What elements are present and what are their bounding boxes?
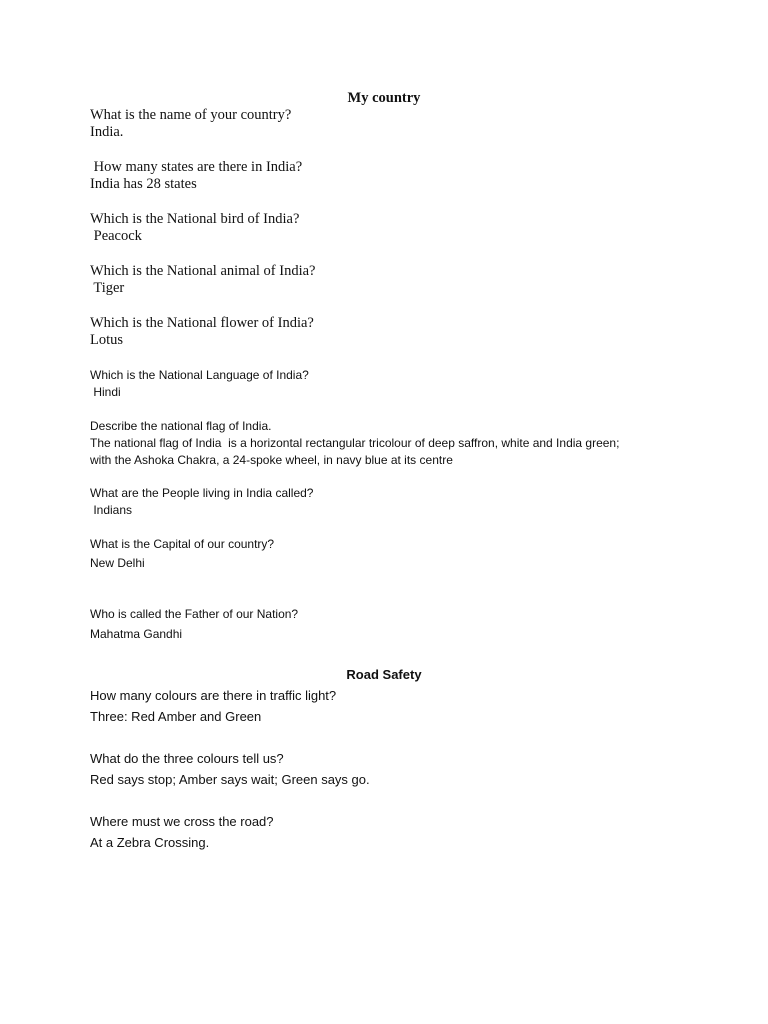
question-cross-road: Where must we cross the road? bbox=[90, 814, 274, 829]
question-national-language: Which is the National Language of India? bbox=[90, 368, 309, 382]
question-national-flag: Describe the national flag of India. bbox=[90, 419, 272, 433]
question-states: How many states are there in India? bbox=[90, 159, 303, 175]
answer-colours-meaning: Red says stop; Amber says wait; Green says go. bbox=[90, 772, 370, 787]
answer-father-of-nation: Mahatma Gandhi bbox=[90, 627, 183, 641]
question-traffic-light-colours: How many colours are there in traffic light? bbox=[90, 688, 337, 703]
answer-national-language: Hindi bbox=[90, 385, 121, 399]
answer-national-bird: Peacock bbox=[90, 228, 142, 244]
question-colours-meaning: What do the three colours tell us? bbox=[90, 751, 284, 766]
answer-national-flag-line1: The national flag of India is a horizontal rectangular tricolour of deep saffron, white and India green; bbox=[90, 436, 620, 450]
question-country-name: What is the name of your country? bbox=[90, 107, 292, 123]
question-national-animal: Which is the National animal of India? bbox=[90, 263, 316, 279]
answer-national-flower: Lotus bbox=[90, 332, 124, 348]
question-father-of-nation: Who is called the Father of our Nation? bbox=[90, 607, 299, 621]
answer-capital: New Delhi bbox=[90, 556, 145, 570]
section-title-road-safety: Road Safety bbox=[346, 667, 422, 682]
answer-traffic-light-colours: Three: Red Amber and Green bbox=[90, 709, 262, 724]
question-national-bird: Which is the National bird of India? bbox=[90, 211, 300, 227]
answer-country-name: India. bbox=[90, 124, 124, 140]
question-people-called: What are the People living in India called? bbox=[90, 486, 314, 500]
answer-people-called: Indians bbox=[90, 503, 133, 517]
answer-national-flag-line2: with the Ashoka Chakra, a 24-spoke wheel, in navy blue at its centre bbox=[90, 453, 453, 467]
answer-national-animal: Tiger bbox=[90, 280, 125, 296]
question-capital: What is the Capital of our country? bbox=[90, 537, 275, 551]
answer-cross-road: At a Zebra Crossing. bbox=[90, 835, 210, 850]
section-title-my-country: My country bbox=[347, 90, 421, 106]
answer-states: India has 28 states bbox=[90, 176, 197, 192]
question-national-flower: Which is the National flower of India? bbox=[90, 315, 314, 331]
